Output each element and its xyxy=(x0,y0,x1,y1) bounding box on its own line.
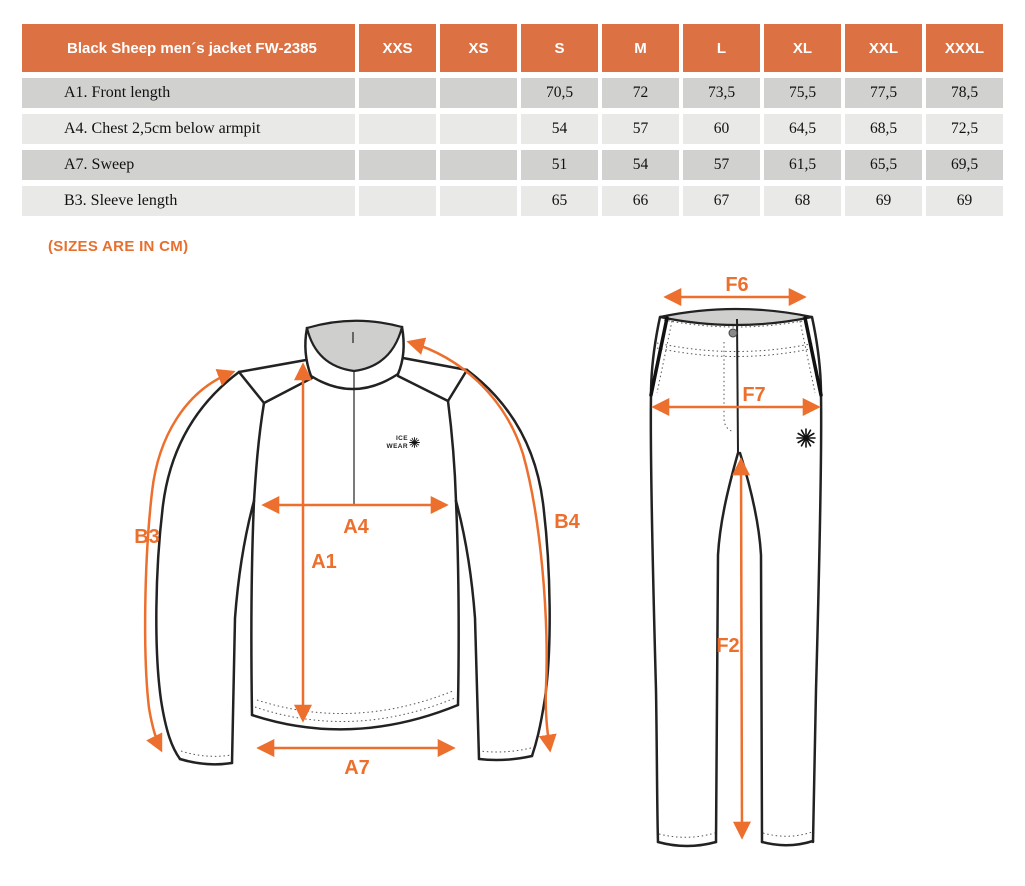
table-cell: 70,5 xyxy=(521,78,598,108)
table-cell: 69,5 xyxy=(926,150,1003,180)
column-header-xxs: XXS xyxy=(359,24,436,72)
table-cell: 54 xyxy=(602,150,679,180)
table-cell: 65 xyxy=(521,186,598,216)
table-cell: 73,5 xyxy=(683,78,760,108)
table-cell: 54 xyxy=(521,114,598,144)
table-title: Black Sheep men´s jacket FW-2385 xyxy=(22,24,355,72)
table-cell xyxy=(359,186,436,216)
pants-snowflake-icon xyxy=(797,429,815,447)
measure-label-a4: A4 xyxy=(343,516,369,538)
pants-drawing xyxy=(651,274,821,846)
jacket-drawing xyxy=(134,321,580,779)
column-header-s: S xyxy=(521,24,598,72)
measurement-diagram xyxy=(0,270,1025,886)
table-cell: 77,5 xyxy=(845,78,922,108)
measure-label-a1: A1 xyxy=(311,551,337,573)
table-cell: 69 xyxy=(845,186,922,216)
table-cell: 69 xyxy=(926,186,1003,216)
measure-label-b3: B3 xyxy=(134,526,160,548)
measure-label-a7: A7 xyxy=(344,757,370,779)
pants-button xyxy=(729,329,737,337)
table-cell: 66 xyxy=(602,186,679,216)
jacket-logo-text-ice: ICE xyxy=(395,435,408,442)
jacket-logo-snowflake-icon xyxy=(410,438,420,448)
table-cell: 51 xyxy=(521,150,598,180)
table-cell xyxy=(359,114,436,144)
table-cell: 57 xyxy=(602,114,679,144)
table-cell: 64,5 xyxy=(764,114,841,144)
size-table xyxy=(22,24,1003,216)
table-cell: 60 xyxy=(683,114,760,144)
table-cell: 72,5 xyxy=(926,114,1003,144)
pants-fly-stitch xyxy=(724,342,734,432)
row-label: B3. Sleeve length xyxy=(22,186,355,216)
measure-label-f7: F7 xyxy=(742,384,766,406)
column-header-m: M xyxy=(602,24,679,72)
column-header-xs: XS xyxy=(440,24,517,72)
jacket-collar xyxy=(307,321,402,371)
table-cell xyxy=(359,78,436,108)
measure-label-f2: F2 xyxy=(716,635,740,657)
table-cell: 67 xyxy=(683,186,760,216)
sizes-in-cm-note: (SIZES ARE IN CM) xyxy=(48,238,189,255)
table-cell xyxy=(440,186,517,216)
table-cell: 65,5 xyxy=(845,150,922,180)
row-label: A4. Chest 2,5cm below armpit xyxy=(22,114,355,144)
measure-arrow-b4 xyxy=(409,342,550,750)
pants-waistband xyxy=(660,309,812,325)
table-cell: 57 xyxy=(683,150,760,180)
column-header-l: L xyxy=(683,24,760,72)
measure-label-b4: B4 xyxy=(554,511,580,533)
measure-label-f6: F6 xyxy=(725,274,749,296)
table-cell: 68 xyxy=(764,186,841,216)
row-label: A1. Front length xyxy=(22,78,355,108)
table-cell: 68,5 xyxy=(845,114,922,144)
table-cell xyxy=(440,78,517,108)
column-header-xl: XL xyxy=(764,24,841,72)
table-cell: 75,5 xyxy=(764,78,841,108)
column-header-xxxl: XXXL xyxy=(926,24,1003,72)
table-cell xyxy=(440,150,517,180)
table-cell: 61,5 xyxy=(764,150,841,180)
table-cell: 72 xyxy=(602,78,679,108)
jacket-logo-text-wear: WEAR xyxy=(386,443,408,450)
column-header-xxl: XXL xyxy=(845,24,922,72)
table-cell xyxy=(359,150,436,180)
table-cell: 78,5 xyxy=(926,78,1003,108)
measure-arrow-f2 xyxy=(741,460,742,837)
table-cell xyxy=(440,114,517,144)
row-label: A7. Sweep xyxy=(22,150,355,180)
